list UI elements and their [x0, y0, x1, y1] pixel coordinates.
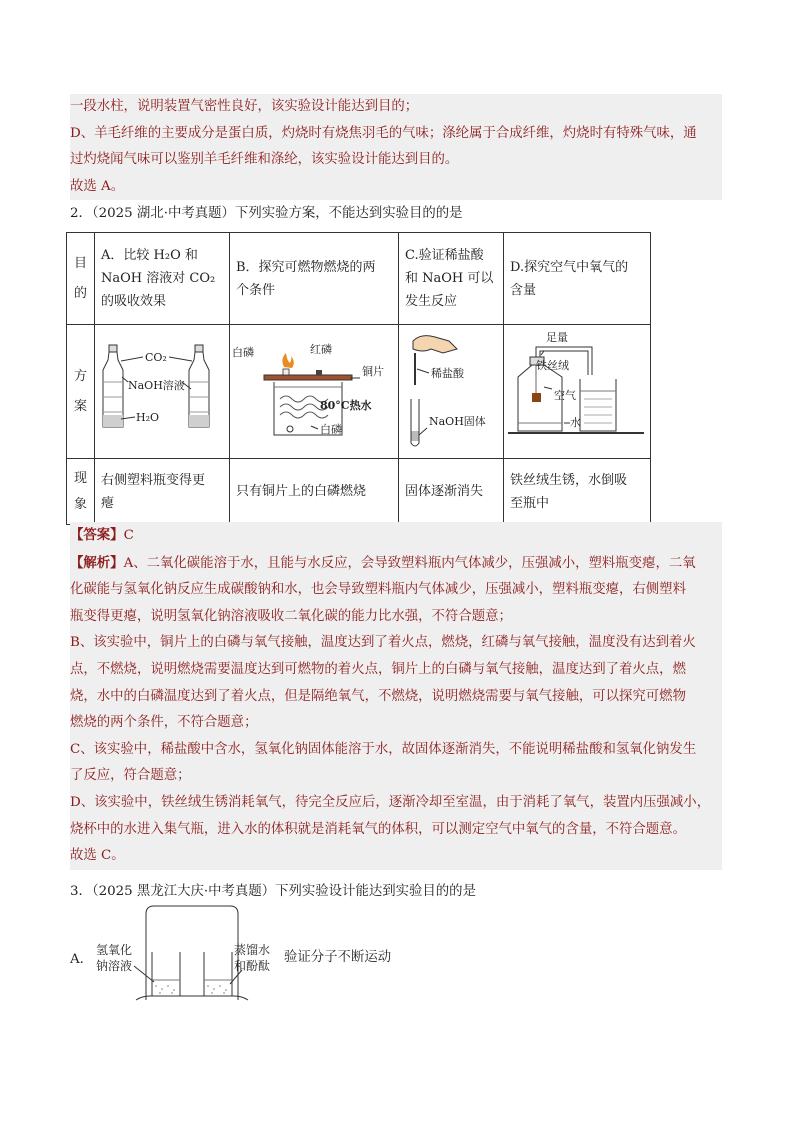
- label-red-p: 红磷: [310, 342, 332, 356]
- label-h2o: H₂O: [136, 410, 160, 424]
- flame-icon: [282, 353, 293, 368]
- figure-C: [399, 325, 504, 459]
- answer-tag: 【答案】: [70, 527, 124, 543]
- answer-line: [70, 522, 722, 550]
- option-letter: A．: [70, 952, 94, 967]
- label-hot-water: 80°C热水: [320, 398, 372, 412]
- option-caption: 验证分子不断运动: [284, 950, 392, 965]
- analysis-line: 化碳能与氢氧化钠反应生成碳酸钠和水，也会导致塑料瓶内气体减少，压强减小，塑料瓶变瘪，右侧塑料: [70, 582, 686, 598]
- phenomenon-A: 右侧塑料瓶变得更 瘪: [95, 459, 230, 525]
- label-water: 水: [570, 415, 581, 429]
- label-naoh-solid: NaOH固体: [429, 414, 486, 428]
- label-enough: 足量: [546, 330, 568, 344]
- prev-line-1: 一段水柱，说明装置气密性良好，该实验设计能达到目的；: [70, 99, 419, 114]
- analysis-line: 燃烧的两个条件，不符合题意；: [70, 715, 258, 731]
- analysis-tag: 【解析】: [70, 554, 124, 571]
- analysis-line: D、该实验中，铁丝绒生锈消耗氧气，待完全反应后，逐渐冷却至室温，由于消耗了氧气，装置内压强减小，: [70, 794, 711, 810]
- q3-option-a: [70, 900, 430, 1010]
- purpose-B: B．探究可燃物燃烧的两 个条件: [230, 233, 399, 325]
- label-white-p-water: 白磷: [320, 422, 342, 436]
- prev-line-3: 过灼烧闻气味可以鉴别羊毛纤维和涤纶，该实验设计能达到目的。: [70, 152, 459, 168]
- analysis-line: B、该实验中，铜片上的白磷与氧气接触，温度达到了着火点，燃烧，红磷与氧气接触，温度没有达到着火: [70, 635, 696, 651]
- left-beaker-label: 氢氧化 钠溶液: [96, 943, 133, 973]
- purpose-row: [67, 233, 651, 325]
- answer-analysis-block: [70, 522, 722, 870]
- label-naoh-solution: NaOH溶液: [128, 378, 185, 392]
- prev-answer-block: [70, 94, 722, 200]
- figure-D: [504, 325, 651, 459]
- analysis-line: 烧，水中的白磷温度达到了着火点，但是隔绝氧气，不燃烧，说明燃烧需要与氧气接触，可以探究可燃物: [70, 688, 686, 704]
- figure-A: [95, 325, 230, 459]
- purpose-D: D.探究空气中氧气的 含量: [504, 233, 651, 325]
- analysis-line: 点，不燃烧，说明燃烧需要温度达到可燃物的着火点，铜片上的白磷与氧气接触，温度达到了着火点，燃: [70, 661, 686, 677]
- label-hcl: 稀盐酸: [431, 366, 464, 380]
- purpose-A: A．比较 H₂O 和 NaOH 溶液对 CO₂ 的吸收效果: [95, 233, 230, 325]
- steel-wool-icon: [532, 393, 541, 402]
- q2-title: 2．（2025 湖北·中考真题）下列实验方案，不能达到实验目的的是: [70, 206, 463, 221]
- row-header-scheme: 方案: [67, 325, 95, 459]
- acid-figure: [399, 327, 503, 457]
- row-header-purpose: 目的: [67, 233, 95, 325]
- label-steel-wool: 铁丝绒: [536, 358, 569, 372]
- phenomenon-row: [67, 459, 651, 525]
- phenomenon-C: 固体逐渐消失: [399, 459, 504, 525]
- experiment-table: [66, 232, 651, 525]
- analysis-line-1: 【解析】A、二氧化碳能溶于水，且能与水反应，会导致塑料瓶内气体减少，压强减小，塑料瓶变瘪，二氧: [70, 554, 696, 571]
- analysis-line: C、该实验中，稀盐酸中含水，氢氧化钠固体能溶于水，故固体逐渐消失，不能说明稀盐酸和氢氧化钠发生: [70, 741, 697, 757]
- combustion-figure: [230, 327, 398, 457]
- label-air: 空气: [554, 388, 576, 402]
- label-copper: 铜片: [362, 364, 384, 378]
- figure-B: [230, 325, 399, 459]
- prev-line-2: D、羊毛纤维的主要成分是蛋白质，灼烧时有烧焦羽毛的气味；涤纶属于合成纤维，灼烧时有特殊气味，通: [70, 125, 697, 141]
- label-co2: CO₂: [145, 350, 167, 364]
- analysis-line: 烧杯中的水进入集气瓶，进入水的体积就是消耗氧气的体积，可以测定空气中氧气的含量，不符合题意。: [70, 821, 686, 837]
- q3-title: 3．（2025 黑龙江大庆·中考真题）下列实验设计能达到实验目的的是: [70, 884, 476, 899]
- oxygen-figure: [504, 327, 650, 457]
- scheme-row: [67, 325, 651, 459]
- bottles-figure: [95, 327, 229, 457]
- phenomenon-D: 铁丝绒生锈，水倒吸 至瓶中: [504, 459, 651, 525]
- analysis-line: 故选 C。: [70, 848, 125, 864]
- analysis-line: 了反应，符合题意；: [70, 768, 191, 784]
- right-beaker-label: 蒸馏水 和酚酞: [234, 943, 271, 973]
- purpose-C: C.验证稀盐酸 和 NaOH 可以 发生反应: [399, 233, 504, 325]
- answer-value: C: [123, 528, 134, 543]
- analysis-line: 瓶变得更瘪，说明氢氧化钠溶液吸收二氧化碳的能力比水强，不符合题意；: [70, 608, 512, 624]
- label-white-p: 白磷: [232, 345, 254, 359]
- prev-line-4: 故选 A。: [70, 178, 125, 194]
- row-header-phenomenon: 现象: [67, 459, 95, 525]
- phenomenon-B: 只有铜片上的白磷燃烧: [230, 459, 399, 525]
